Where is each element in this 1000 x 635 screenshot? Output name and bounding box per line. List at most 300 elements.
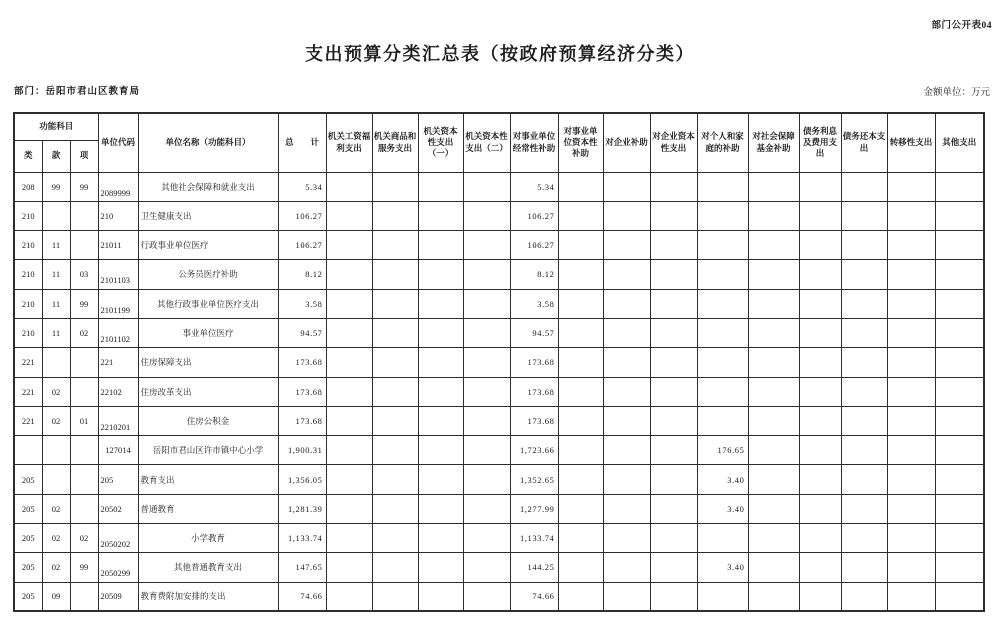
header-expense-col-10: 债务利息及费用支出 [799, 113, 841, 172]
cell-expense-10 [799, 465, 841, 494]
cell-unit-code: 2101199 [98, 289, 138, 318]
table-row [14, 494, 984, 523]
cell-expense-13 [935, 436, 984, 465]
table-row [14, 377, 984, 406]
cell-expense-1 [372, 494, 418, 523]
cell-expense-5 [558, 377, 603, 406]
header-total: 总 计 [278, 113, 326, 172]
cell-expense-5 [558, 231, 603, 260]
cell-expense-1 [372, 318, 418, 347]
cell-kuan: 02 [42, 553, 70, 582]
cell-expense-13 [935, 494, 984, 523]
cell-unit-code: 221 [98, 348, 138, 377]
cell-expense-2 [418, 231, 463, 260]
cell-expense-5 [558, 172, 603, 201]
cell-total: 173.68 [278, 348, 326, 377]
cell-expense-2 [418, 406, 463, 435]
cell-kuan: 09 [42, 582, 70, 611]
cell-expense-5 [558, 436, 603, 465]
cell-unit-code: 21011 [98, 231, 138, 260]
cell-expense-10 [799, 260, 841, 289]
cell-kuan: 02 [42, 377, 70, 406]
cell-expense-13 [935, 465, 984, 494]
cell-unit-name: 卫生健康支出 [138, 201, 278, 230]
cell-expense-7 [650, 553, 697, 582]
cell-expense-8 [697, 348, 748, 377]
cell-expense-4: 1,133.74 [510, 524, 558, 553]
cell-expense-3 [463, 436, 510, 465]
cell-expense-0 [326, 260, 372, 289]
table-row [14, 172, 984, 201]
cell-total: 3.58 [278, 289, 326, 318]
cell-xiang [70, 436, 98, 465]
cell-expense-3 [463, 377, 510, 406]
cell-total: 74.66 [278, 582, 326, 611]
header-expense-col-5: 对事业单位资本性补助 [558, 113, 603, 172]
cell-expense-0 [326, 172, 372, 201]
cell-expense-5 [558, 201, 603, 230]
cell-expense-0 [326, 406, 372, 435]
cell-xiang [70, 465, 98, 494]
cell-expense-11 [841, 582, 887, 611]
cell-expense-12 [887, 231, 935, 260]
cell-expense-1 [372, 436, 418, 465]
header-lei: 类 [14, 140, 42, 172]
cell-expense-5 [558, 406, 603, 435]
cell-kuan: 11 [42, 231, 70, 260]
cell-expense-4: 1,352.65 [510, 465, 558, 494]
budget-summary-table [13, 112, 985, 612]
cell-expense-6 [603, 582, 650, 611]
cell-expense-12 [887, 289, 935, 318]
cell-expense-2 [418, 524, 463, 553]
header-unit-name: 单位名称（功能科目） [138, 113, 278, 172]
cell-expense-3 [463, 524, 510, 553]
cell-kuan [42, 436, 70, 465]
cell-expense-3 [463, 348, 510, 377]
cell-expense-13 [935, 406, 984, 435]
cell-expense-8 [697, 524, 748, 553]
cell-unit-code: 2050299 [98, 553, 138, 582]
cell-expense-5 [558, 348, 603, 377]
table-row [14, 524, 984, 553]
cell-xiang [70, 201, 98, 230]
header-expense-col-3: 机关资本性支出（二） [463, 113, 510, 172]
cell-expense-13 [935, 231, 984, 260]
table-row [14, 406, 984, 435]
cell-expense-6 [603, 406, 650, 435]
cell-expense-4: 106.27 [510, 231, 558, 260]
cell-expense-9 [748, 377, 799, 406]
cell-expense-2 [418, 289, 463, 318]
cell-expense-7 [650, 231, 697, 260]
cell-expense-9 [748, 582, 799, 611]
cell-expense-11 [841, 289, 887, 318]
cell-unit-name: 教育费附加安排的支出 [138, 582, 278, 611]
cell-unit-name: 其他行政事业单位医疗支出 [138, 289, 278, 318]
cell-expense-10 [799, 436, 841, 465]
cell-lei: 210 [14, 231, 42, 260]
cell-expense-12 [887, 348, 935, 377]
cell-expense-4: 94.57 [510, 318, 558, 347]
cell-total: 5.34 [278, 172, 326, 201]
cell-expense-6 [603, 524, 650, 553]
cell-expense-2 [418, 553, 463, 582]
cell-expense-5 [558, 318, 603, 347]
cell-expense-2 [418, 436, 463, 465]
cell-expense-7 [650, 260, 697, 289]
cell-unit-name: 行政事业单位医疗 [138, 231, 278, 260]
header-expense-col-4: 对事业单位经常性补助 [510, 113, 558, 172]
cell-expense-12 [887, 524, 935, 553]
cell-expense-7 [650, 582, 697, 611]
cell-expense-0 [326, 494, 372, 523]
cell-expense-10 [799, 318, 841, 347]
department-label: 部门：岳阳市君山区教育局 [14, 87, 141, 97]
cell-expense-4: 3.58 [510, 289, 558, 318]
cell-lei: 221 [14, 348, 42, 377]
cell-kuan: 11 [42, 260, 70, 289]
cell-expense-12 [887, 406, 935, 435]
cell-lei [14, 436, 42, 465]
cell-expense-0 [326, 465, 372, 494]
cell-expense-9 [748, 172, 799, 201]
cell-expense-6 [603, 172, 650, 201]
cell-lei: 210 [14, 260, 42, 289]
header-expense-col-13: 其他支出 [935, 113, 984, 172]
cell-expense-10 [799, 172, 841, 201]
cell-expense-6 [603, 318, 650, 347]
header-expense-col-12: 转移性支出 [887, 113, 935, 172]
cell-unit-code: 2089999 [98, 172, 138, 201]
cell-total: 1,281.39 [278, 494, 326, 523]
cell-expense-0 [326, 201, 372, 230]
cell-expense-7 [650, 201, 697, 230]
cell-unit-name: 教育支出 [138, 465, 278, 494]
cell-expense-10 [799, 231, 841, 260]
cell-total: 8.12 [278, 260, 326, 289]
cell-total: 173.68 [278, 377, 326, 406]
cell-lei: 221 [14, 377, 42, 406]
cell-expense-13 [935, 172, 984, 201]
cell-xiang [70, 231, 98, 260]
cell-expense-13 [935, 201, 984, 230]
cell-expense-0 [326, 524, 372, 553]
cell-lei: 208 [14, 172, 42, 201]
cell-xiang: 99 [70, 553, 98, 582]
cell-expense-2 [418, 172, 463, 201]
cell-expense-5 [558, 260, 603, 289]
table-row [14, 348, 984, 377]
cell-expense-0 [326, 231, 372, 260]
cell-lei: 210 [14, 201, 42, 230]
header-expense-col-6: 对企业补助 [603, 113, 650, 172]
cell-expense-5 [558, 524, 603, 553]
cell-expense-0 [326, 436, 372, 465]
cell-total: 106.27 [278, 201, 326, 230]
cell-unit-code: 210 [98, 201, 138, 230]
cell-unit-name: 住房改革支出 [138, 377, 278, 406]
cell-unit-name: 住房公积金 [138, 406, 278, 435]
cell-unit-code: 20502 [98, 494, 138, 523]
table-row [14, 582, 984, 611]
cell-expense-1 [372, 524, 418, 553]
cell-expense-7 [650, 436, 697, 465]
cell-expense-9 [748, 553, 799, 582]
cell-xiang: 99 [70, 172, 98, 201]
cell-unit-name: 普通教育 [138, 494, 278, 523]
cell-expense-12 [887, 494, 935, 523]
cell-lei: 221 [14, 406, 42, 435]
cell-expense-6 [603, 260, 650, 289]
cell-expense-7 [650, 318, 697, 347]
cell-unit-code: 20509 [98, 582, 138, 611]
table-row [14, 260, 984, 289]
table-row [14, 436, 984, 465]
cell-expense-9 [748, 348, 799, 377]
cell-expense-3 [463, 201, 510, 230]
cell-total: 1,356.05 [278, 465, 326, 494]
cell-unit-name: 事业单位医疗 [138, 318, 278, 347]
cell-expense-11 [841, 524, 887, 553]
cell-xiang [70, 377, 98, 406]
cell-expense-11 [841, 494, 887, 523]
table-row [14, 465, 984, 494]
cell-expense-9 [748, 318, 799, 347]
cell-expense-13 [935, 348, 984, 377]
cell-expense-6 [603, 289, 650, 318]
cell-expense-4: 106.27 [510, 201, 558, 230]
cell-expense-1 [372, 406, 418, 435]
header-expense-col-1: 机关商品和服务支出 [372, 113, 418, 172]
cell-expense-7 [650, 494, 697, 523]
cell-expense-4: 173.68 [510, 348, 558, 377]
cell-kuan: 02 [42, 494, 70, 523]
cell-expense-6 [603, 201, 650, 230]
cell-expense-13 [935, 377, 984, 406]
cell-lei: 210 [14, 318, 42, 347]
cell-expense-3 [463, 465, 510, 494]
cell-expense-2 [418, 318, 463, 347]
cell-expense-1 [372, 231, 418, 260]
cell-kuan [42, 201, 70, 230]
cell-expense-9 [748, 289, 799, 318]
cell-expense-1 [372, 260, 418, 289]
cell-unit-code: 2101102 [98, 318, 138, 347]
cell-unit-name: 其他社会保障和就业支出 [138, 172, 278, 201]
cell-expense-11 [841, 348, 887, 377]
cell-expense-11 [841, 465, 887, 494]
cell-expense-2 [418, 348, 463, 377]
header-expense-col-2: 机关资本性支出（一） [418, 113, 463, 172]
cell-kuan [42, 465, 70, 494]
cell-expense-4: 8.12 [510, 260, 558, 289]
cell-expense-12 [887, 172, 935, 201]
cell-unit-name: 小学教育 [138, 524, 278, 553]
cell-expense-11 [841, 201, 887, 230]
doc-sheet-label: 部门公开表04 [931, 21, 992, 31]
cell-expense-11 [841, 318, 887, 347]
cell-unit-code: 2210201 [98, 406, 138, 435]
table-row [14, 201, 984, 230]
cell-expense-10 [799, 289, 841, 318]
cell-expense-6 [603, 465, 650, 494]
cell-expense-9 [748, 465, 799, 494]
cell-expense-13 [935, 582, 984, 611]
cell-expense-4: 5.34 [510, 172, 558, 201]
table-row [14, 289, 984, 318]
cell-expense-1 [372, 201, 418, 230]
cell-expense-8 [697, 231, 748, 260]
cell-expense-11 [841, 406, 887, 435]
cell-expense-3 [463, 172, 510, 201]
cell-expense-0 [326, 377, 372, 406]
cell-xiang [70, 494, 98, 523]
cell-expense-9 [748, 231, 799, 260]
cell-expense-4: 74.66 [510, 582, 558, 611]
cell-expense-8 [697, 260, 748, 289]
cell-expense-13 [935, 289, 984, 318]
cell-expense-2 [418, 582, 463, 611]
cell-expense-3 [463, 318, 510, 347]
cell-kuan [42, 348, 70, 377]
cell-total: 1,900.31 [278, 436, 326, 465]
cell-expense-9 [748, 436, 799, 465]
cell-unit-code: 127014 [98, 436, 138, 465]
cell-expense-1 [372, 465, 418, 494]
cell-xiang: 02 [70, 318, 98, 347]
header-xiang: 项 [70, 140, 98, 172]
cell-lei: 205 [14, 553, 42, 582]
cell-kuan: 11 [42, 318, 70, 347]
cell-xiang [70, 348, 98, 377]
cell-expense-2 [418, 377, 463, 406]
cell-expense-5 [558, 465, 603, 494]
cell-expense-9 [748, 524, 799, 553]
cell-expense-1 [372, 172, 418, 201]
header-func-group: 功能科目 [14, 113, 98, 140]
page-title: 支出预算分类汇总表（按政府预算经济分类） [305, 44, 695, 64]
cell-unit-name: 其他普通教育支出 [138, 553, 278, 582]
cell-expense-13 [935, 318, 984, 347]
cell-lei: 205 [14, 524, 42, 553]
header-expense-col-8: 对个人和家庭的补助 [697, 113, 748, 172]
cell-xiang: 01 [70, 406, 98, 435]
cell-lei: 205 [14, 582, 42, 611]
cell-unit-code: 2050202 [98, 524, 138, 553]
table-row [14, 318, 984, 347]
cell-expense-8: 176.65 [697, 436, 748, 465]
table-body [14, 172, 984, 611]
cell-expense-11 [841, 172, 887, 201]
cell-expense-4: 1,277.99 [510, 494, 558, 523]
cell-expense-8 [697, 172, 748, 201]
cell-lei: 210 [14, 289, 42, 318]
table-header [14, 113, 984, 172]
cell-expense-2 [418, 494, 463, 523]
cell-expense-1 [372, 553, 418, 582]
cell-xiang: 02 [70, 524, 98, 553]
cell-expense-10 [799, 524, 841, 553]
cell-expense-6 [603, 231, 650, 260]
cell-expense-4: 173.68 [510, 406, 558, 435]
cell-total: 173.68 [278, 406, 326, 435]
cell-expense-12 [887, 582, 935, 611]
cell-expense-9 [748, 201, 799, 230]
cell-expense-12 [887, 201, 935, 230]
cell-expense-8: 3.40 [697, 494, 748, 523]
cell-expense-9 [748, 494, 799, 523]
cell-expense-11 [841, 377, 887, 406]
cell-expense-3 [463, 406, 510, 435]
cell-expense-8 [697, 377, 748, 406]
cell-expense-8 [697, 289, 748, 318]
cell-expense-2 [418, 465, 463, 494]
cell-expense-12 [887, 260, 935, 289]
cell-xiang [70, 582, 98, 611]
cell-kuan: 02 [42, 406, 70, 435]
cell-expense-11 [841, 260, 887, 289]
cell-expense-3 [463, 553, 510, 582]
cell-expense-2 [418, 260, 463, 289]
cell-expense-0 [326, 318, 372, 347]
cell-expense-1 [372, 289, 418, 318]
cell-expense-4: 144.25 [510, 553, 558, 582]
cell-expense-6 [603, 436, 650, 465]
cell-expense-7 [650, 348, 697, 377]
header-expense-col-11: 债务还本支出 [841, 113, 887, 172]
cell-expense-0 [326, 582, 372, 611]
cell-total: 106.27 [278, 231, 326, 260]
amount-unit-label: 金额单位：万元 [923, 88, 990, 98]
cell-kuan: 11 [42, 289, 70, 318]
cell-expense-8 [697, 318, 748, 347]
cell-expense-10 [799, 582, 841, 611]
cell-xiang: 99 [70, 289, 98, 318]
cell-expense-13 [935, 524, 984, 553]
cell-expense-8 [697, 406, 748, 435]
cell-expense-6 [603, 494, 650, 523]
cell-expense-0 [326, 289, 372, 318]
cell-total: 1,133.74 [278, 524, 326, 553]
cell-expense-7 [650, 406, 697, 435]
cell-expense-12 [887, 436, 935, 465]
cell-expense-6 [603, 377, 650, 406]
cell-expense-5 [558, 494, 603, 523]
cell-expense-13 [935, 260, 984, 289]
header-expense-col-7: 对企业资本性支出 [650, 113, 697, 172]
cell-expense-3 [463, 494, 510, 523]
header-expense-col-9: 对社会保障基金补助 [748, 113, 799, 172]
cell-expense-6 [603, 348, 650, 377]
cell-expense-0 [326, 348, 372, 377]
cell-expense-6 [603, 553, 650, 582]
cell-unit-name: 公务员医疗补助 [138, 260, 278, 289]
cell-expense-10 [799, 406, 841, 435]
cell-expense-10 [799, 553, 841, 582]
cell-expense-7 [650, 377, 697, 406]
cell-expense-7 [650, 524, 697, 553]
cell-xiang: 03 [70, 260, 98, 289]
cell-expense-10 [799, 348, 841, 377]
cell-expense-3 [463, 231, 510, 260]
cell-lei: 205 [14, 494, 42, 523]
cell-expense-7 [650, 465, 697, 494]
table-row [14, 553, 984, 582]
cell-expense-12 [887, 465, 935, 494]
cell-expense-8: 3.40 [697, 553, 748, 582]
header-expense-col-0: 机关工资福利支出 [326, 113, 372, 172]
